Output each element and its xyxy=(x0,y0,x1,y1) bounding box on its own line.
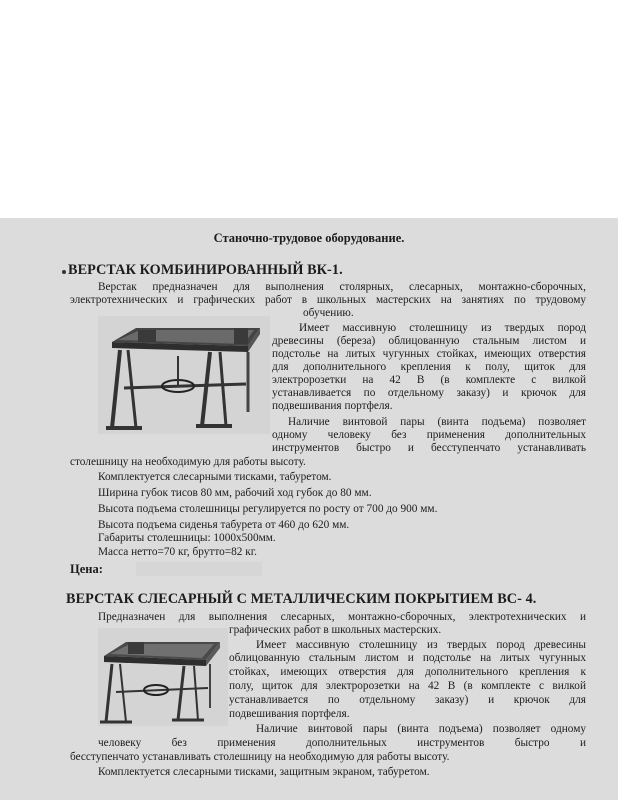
product1-lift-line: Наличие винтовой пары (винта подъема) позволяет xyxy=(288,416,586,428)
product1-price-label: Цена: xyxy=(70,562,103,576)
product1-desc-line: подвешивания портфеля. xyxy=(272,400,393,412)
price-blank xyxy=(136,562,262,576)
product1-lift-line: инструментов быстро и бесступенчато устанавливать xyxy=(272,442,586,454)
product1-lift-line: столешницу на необходимую для работы высоту. xyxy=(70,456,306,468)
product1-desc-line: подстолье на литых чугунных стойках, имеющих отверстия xyxy=(272,348,586,360)
product1-spec-line: Ширина губок тисов 80 мм, рабочий ход губок до 80 мм. xyxy=(98,487,372,499)
product2-lift-line: человеку без применения дополнительных инструментов быстро и xyxy=(98,737,586,749)
product1-desc-line: для дополнительного крепления к полу, щиток для xyxy=(272,361,586,373)
product2-intro-line: Предназначен для выполнения слесарных, монтажно-сборочных, электротехнических и xyxy=(98,611,586,623)
product1-desc-line: древесины (береза) облицованную стальным листом и xyxy=(272,335,586,347)
product1-spec-line: Габариты столешницы: 1000х500мм. xyxy=(98,532,276,544)
product1-desc-line: электророзетки на 42 В (в комплекте с вилкой xyxy=(272,374,586,386)
product1-spec-line: Высота подъема сиденья табурета от 460 до 620 мм. xyxy=(98,519,350,531)
product1-spec-line: Комплектуется слесарными тисками, табуретом. xyxy=(98,471,332,483)
product2-desc-line: подвешивания портфеля. xyxy=(229,708,350,720)
product1-heading: ВЕРСТАК КОМБИНИРОВАННЫЙ ВК-1. xyxy=(68,262,343,278)
product2-lift-line: Наличие винтовой пары (винта подъема) позволяет одному xyxy=(256,723,586,735)
product2-intro-line: графических работ в школьных мастерских. xyxy=(229,624,442,636)
product1-lift-line: одному человеку без применения дополнительных xyxy=(272,429,586,441)
document-title: Станочно-трудовое оборудование. xyxy=(213,231,405,245)
product1-spec-line: Масса нетто=70 кг, брутто=82 кг. xyxy=(98,546,257,558)
product1-desc-line: устанавливается по отдельному заказу) и крючок для xyxy=(272,387,586,399)
product2-heading: ВЕРСТАК СЛЕСАРНЫЙ С МЕТАЛЛИЧЕСКИМ ПОКРЫТИЕМ ВС- 4. xyxy=(66,591,537,607)
product2-desc-line: полу, щиток для электророзетки на 42 В (в комплекте с вилкой xyxy=(229,680,586,692)
scanner-blank-area xyxy=(0,0,618,218)
product1-intro-line: обучению. xyxy=(303,307,354,319)
workbench-vs4-image xyxy=(98,628,228,726)
product2-desc-line: Имеет массивную столешницу из твердых пород древесины xyxy=(256,639,586,651)
product1-spec-line: Высота подъема столешницы регулируется по росту от 700 до 900 мм. xyxy=(98,503,438,515)
workbench-vk1-image xyxy=(98,316,270,434)
product2-spec-line: Комплектуется слесарными тисками, защитным экраном, табуретом. xyxy=(98,766,430,778)
product1-intro-line: Верстак предназначен для выполнения столярных, слесарных, монтажно-сборочных, xyxy=(98,281,586,293)
product2-desc-line: стойках, имеющих отверстия для дополнительного крепления к xyxy=(229,666,586,678)
product2-lift-line: бесступенчато устанавливать столешницу на необходимую для работы высоту. xyxy=(70,751,450,763)
product2-desc-line: устанавливается по отдельному заказу) и крючок для xyxy=(229,694,586,706)
product1-intro-line: электротехнических и графических работ в школьных мастерских на занятиях по трудовому xyxy=(70,294,586,306)
bullet-mark xyxy=(62,270,66,274)
product2-desc-line: облицованную стальным листом и подстолье на литых чугунных xyxy=(229,652,586,664)
product1-desc-line: Имеет массивную столешницу из твердых пород xyxy=(299,322,586,334)
